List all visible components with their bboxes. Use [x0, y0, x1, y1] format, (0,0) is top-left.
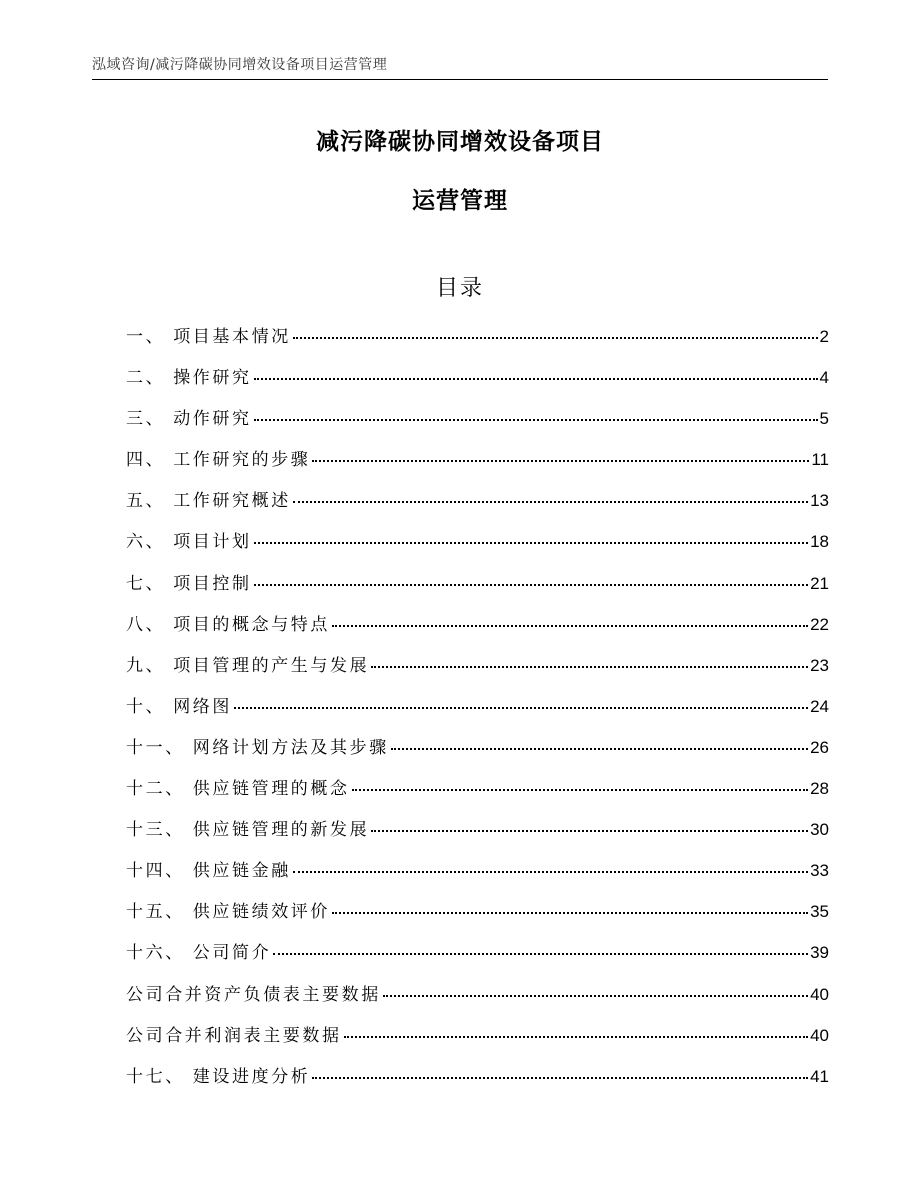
toc-leader-dots: [293, 501, 808, 503]
document-title-line-1: 减污降碳协同增效设备项目: [316, 129, 604, 155]
toc-page-number: 5: [819, 409, 829, 429]
toc-entry[interactable]: [126, 446, 829, 487]
toc-entry-title: 十五、 供应链绩效评价: [126, 902, 331, 923]
toc-leader-dots: [293, 337, 818, 339]
toc-entry-title: 十、 网络图: [126, 696, 233, 717]
toc-page-number: 18: [810, 532, 829, 552]
toc-entry-title: 公司合并资产负债表主要数据: [126, 984, 381, 1005]
toc-entry[interactable]: [126, 652, 829, 693]
toc-leader-dots: [312, 460, 809, 462]
toc-page-number: 23: [810, 655, 829, 675]
toc-entry[interactable]: [126, 981, 829, 1022]
toc-entry-title: 九、 项目管理的产生与发展: [126, 655, 370, 676]
toc-entry-title: 六、 项目计划: [126, 532, 252, 553]
toc-page-number: 11: [811, 450, 829, 470]
toc-leader-dots: [293, 871, 808, 873]
toc-entry[interactable]: [126, 816, 829, 857]
toc-entry-title: 十一、 网络计划方法及其步骤: [126, 737, 389, 758]
toc-entry-title: 十三、 供应链管理的新发展: [126, 820, 370, 841]
toc-page-number: 40: [810, 984, 829, 1004]
toc-leader-dots: [254, 378, 818, 380]
toc-entry-title: 公司合并利润表主要数据: [126, 1025, 342, 1046]
toc-entry[interactable]: [126, 570, 829, 611]
toc-leader-dots: [344, 1036, 808, 1038]
toc-leader-dots: [254, 542, 808, 544]
toc-leader-dots: [332, 625, 808, 627]
toc-entry-title: 十七、 建设进度分析: [126, 1066, 311, 1087]
toc-page-number: 21: [810, 573, 829, 593]
toc-leader-dots: [312, 1077, 808, 1079]
toc-entry-title: 十六、 公司简介: [126, 943, 272, 964]
toc-leader-dots: [383, 995, 808, 997]
toc-entry-title: 二、 操作研究: [126, 368, 252, 389]
table-of-contents: [126, 323, 829, 1104]
toc-entry[interactable]: [126, 528, 829, 569]
header-divider: [92, 79, 828, 80]
toc-page-number: 13: [810, 491, 829, 511]
document-title-line-2: 运营管理: [412, 188, 508, 214]
toc-leader-dots: [254, 584, 808, 586]
toc-entry[interactable]: [126, 693, 829, 734]
toc-entry-title: 十四、 供应链金融: [126, 861, 291, 882]
toc-page-number: 30: [810, 820, 829, 840]
toc-leader-dots: [371, 830, 808, 832]
toc-leader-dots: [273, 953, 808, 955]
toc-entry[interactable]: [126, 1022, 829, 1063]
toc-entry[interactable]: [126, 898, 829, 939]
toc-page-number: 2: [819, 327, 829, 346]
toc-entry[interactable]: [126, 487, 829, 528]
toc-entry[interactable]: [126, 857, 829, 898]
toc-entry[interactable]: [126, 1063, 829, 1104]
toc-entry-title: 八、 项目的概念与特点: [126, 614, 331, 635]
toc-leader-dots: [391, 748, 808, 750]
toc-page-number: 4: [819, 368, 829, 388]
toc-entry[interactable]: [126, 775, 829, 816]
toc-entry-title: 五、 工作研究概述: [126, 491, 291, 512]
toc-entry[interactable]: [126, 323, 829, 364]
toc-heading: 目录: [435, 276, 484, 301]
toc-leader-dots: [371, 666, 808, 668]
toc-leader-dots: [254, 419, 818, 421]
toc-entry-title: 四、 工作研究的步骤: [126, 450, 311, 471]
toc-entry-title: 一、 项目基本情况: [126, 327, 291, 347]
toc-entry[interactable]: [126, 405, 829, 446]
toc-entry-title: 三、 动作研究: [126, 409, 252, 430]
toc-entry[interactable]: [126, 611, 829, 652]
toc-entry[interactable]: [126, 734, 829, 775]
toc-page-number: 35: [810, 902, 829, 922]
running-header: 泓域咨询/减污降碳协同增效设备项目运营管理: [92, 57, 388, 73]
toc-entry-title: 十二、 供应链管理的概念: [126, 779, 350, 800]
toc-page-number: 28: [810, 779, 829, 799]
toc-leader-dots: [234, 707, 808, 709]
toc-page-number: 33: [810, 861, 829, 881]
toc-entry-title: 七、 项目控制: [126, 573, 252, 594]
toc-page-number: 39: [810, 943, 829, 963]
toc-page-number: 41: [810, 1066, 829, 1086]
toc-leader-dots: [352, 789, 808, 791]
toc-page-number: 24: [810, 696, 829, 716]
toc-page-number: 26: [810, 737, 829, 757]
toc-page-number: 40: [810, 1025, 829, 1045]
toc-page-number: 22: [810, 614, 829, 634]
toc-entry[interactable]: [126, 364, 829, 405]
toc-leader-dots: [332, 912, 808, 914]
toc-entry[interactable]: [126, 939, 829, 980]
